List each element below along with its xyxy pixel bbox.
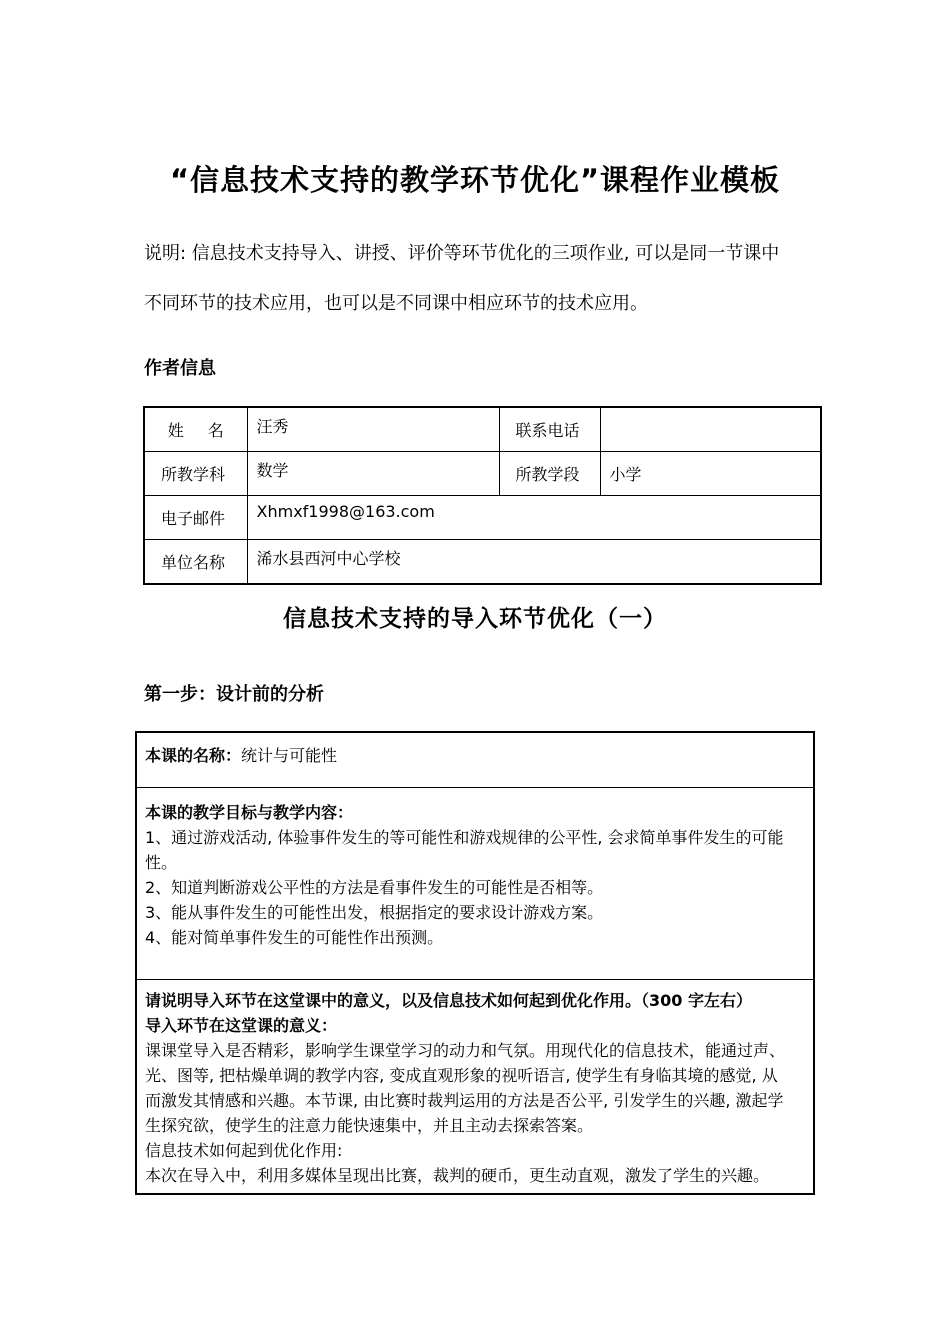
goal-line: 4、能对简单事件发生的可能性作出预测。 [145,928,444,947]
stage-value-cell: 小学 [600,452,821,496]
email-label-cell: 电子邮件 [144,496,247,540]
table-row [144,496,821,540]
optimize-line: 本次在导入中，利用多媒体呈现出比赛，裁判的硬币，更生动直观，激发了学生的兴趣。 [145,1166,770,1185]
goal-line: 3、能从事件发生的可能性出发，根据指定的要求设计游戏方案。 [145,903,604,922]
name-value-cell: 汪秀 [247,407,499,452]
description-line-2: 不同环节的技术应用，也可以是不同课中相应环节的技术应用。 [144,293,648,314]
author-info-heading: 作者信息 [144,358,216,379]
document-title: “信息技术支持的教学环节优化”课程作业模板 [169,163,781,197]
goals-row [137,788,813,980]
name-label-cell [144,407,247,452]
meaning-row [137,980,813,1193]
stage-label-cell: 所教学段 [499,452,600,496]
lesson-name-row [137,733,813,788]
lesson-name-value: 统计与可能性 [241,746,338,765]
meaning-line: 生探究欲，使学生的注意力能快速集中，并且主动去探索答案。 [145,1116,594,1135]
table-row [144,407,821,452]
section-heading: 信息技术支持的导入环节优化（一） [283,606,667,632]
analysis-box [135,731,815,1195]
subject-value-cell: 数学 [247,452,499,496]
meaning-line: 光、图等, 把枯燥单调的教学内容, 变成直观形象的视听语言, 使学生有身临其境的感觉, 从 [145,1066,778,1085]
table-row [144,452,821,496]
meaning-label: 导入环节在这堂课的意义： [145,1016,338,1035]
name-label-part-2: 名 [207,421,224,440]
goals-label: 本课的教学目标与教学内容： [145,803,354,822]
optimize-label: 信息技术如何起到优化作用: [145,1141,343,1160]
meaning-line: 而激发其情感和兴趣。本节课, 由比赛时裁判运用的方法是否公平, 引发学生的兴趣, 激起学 [145,1091,784,1110]
author-info-table [143,406,822,585]
org-label-cell: 单位名称 [144,540,247,585]
phone-label-cell: 联系电话 [499,407,600,452]
prompt-text: 请说明导入环节在这堂课中的意义，以及信息技术如何起到优化作用。（300 字左右） [145,991,752,1010]
subject-label-cell: 所教学科 [144,452,247,496]
step-heading: 第一步：设计前的分析 [144,684,324,705]
meaning-line: 课课堂导入是否精彩，影响学生课堂学习的动力和气氛。用现代化的信息技术，能通过声、 [145,1041,786,1060]
goal-line: 1、通过游戏活动, 体验事件发生的等可能性和游戏规律的公平性, 会求简单事件发生的可能 [145,828,784,847]
phone-value-cell [600,407,821,452]
goal-line: 2、知道判断游戏公平性的方法是看事件发生的可能性是否相等。 [145,878,604,897]
table-row [144,540,821,585]
lesson-name-label: 本课的名称： [145,746,242,765]
goal-line: 性。 [145,853,178,872]
org-value-cell: 浠水县西河中心学校 [247,540,821,585]
name-label-part-1: 姓 [167,421,184,440]
description-line-1: 说明: 信息技术支持导入、讲授、评价等环节优化的三项作业, 可以是同一节课中 [144,243,780,264]
email-value-cell: Xhmxf1998@163.com [247,496,821,540]
